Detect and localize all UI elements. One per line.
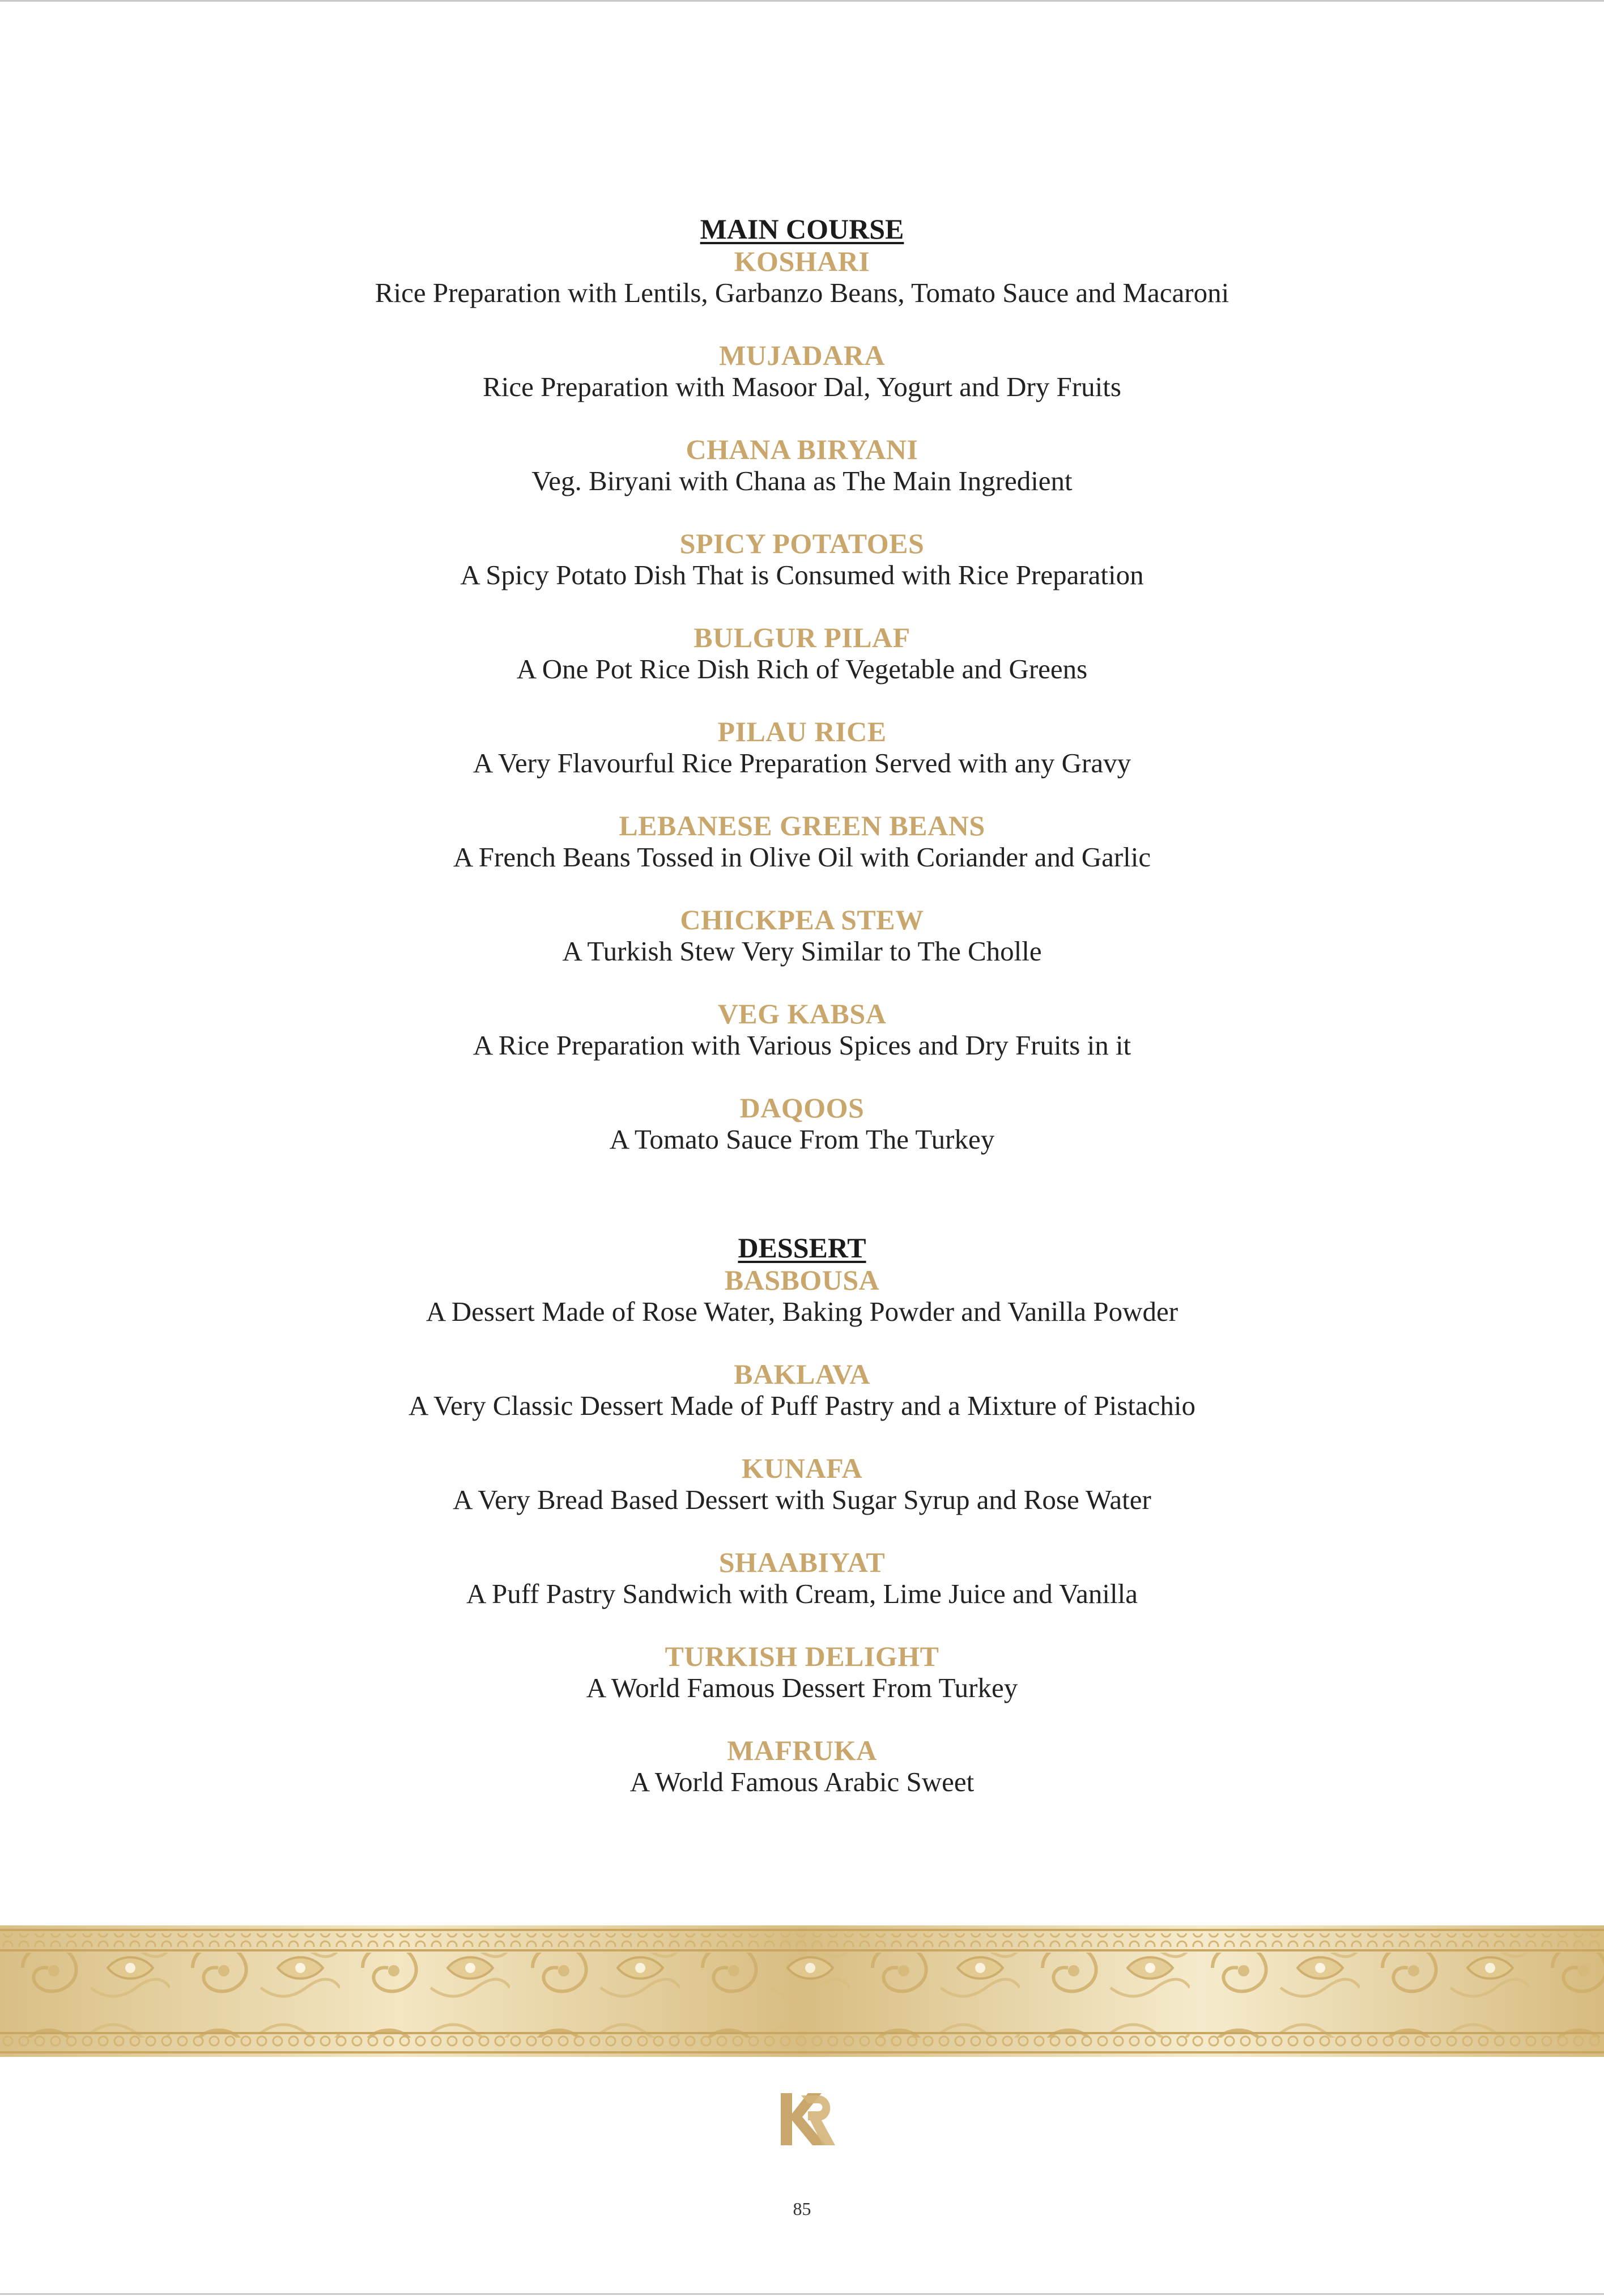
menu-item	[0, 1734, 1604, 1798]
menu-item	[0, 1358, 1604, 1422]
menu-item	[0, 622, 1604, 685]
dish-name: PILAU RICE	[717, 716, 887, 747]
dish-description: A French Beans Tossed in Olive Oil with Coriander and Garlic	[453, 841, 1151, 873]
menu-item	[0, 716, 1604, 779]
menu-item	[0, 528, 1604, 591]
section-dessert	[0, 1231, 1604, 1798]
dish-description: A Rice Preparation with Various Spices and Dry Fruits in it	[473, 1030, 1131, 1061]
dish-name: SHAABIYAT	[718, 1546, 886, 1578]
menu-content	[0, 212, 1604, 1829]
menu-item	[0, 1640, 1604, 1704]
dish-description: A Dessert Made of Rose Water, Baking Powder and Vanilla Powder	[426, 1296, 1178, 1327]
dish-name: BASBOUSA	[724, 1264, 880, 1296]
menu-item	[0, 1452, 1604, 1516]
dish-name: SPICY POTATOES	[679, 528, 925, 559]
dish-name: DAQOOS	[739, 1092, 865, 1124]
dish-description: Veg. Biryani with Chana as The Main Ingredient	[531, 465, 1073, 496]
top-rule	[0, 0, 1604, 2]
dish-name: BULGUR PILAF	[693, 622, 911, 653]
dish-description: A Puff Pastry Sandwich with Cream, Lime Juice and Vanilla	[466, 1578, 1138, 1609]
dish-name: TURKISH DELIGHT	[665, 1640, 939, 1672]
dish-name: CHICKPEA STEW	[680, 904, 924, 936]
section-main-course	[0, 212, 1604, 1155]
kr-logo	[776, 2091, 840, 2148]
dish-description: A Tomato Sauce From The Turkey	[609, 1124, 995, 1155]
dish-description: Rice Preparation with Masoor Dal, Yogurt and Dry Fruits	[483, 371, 1121, 402]
ornamental-border	[0, 1925, 1604, 2057]
dish-description: A One Pot Rice Dish Rich of Vegetable and Greens	[516, 653, 1088, 684]
bottom-rule	[0, 2293, 1604, 2295]
menu-item	[0, 998, 1604, 1061]
dish-description: A Very Classic Dessert Made of Puff Pastry and a Mixture of Pistachio	[408, 1390, 1196, 1421]
menu-item	[0, 245, 1604, 309]
dish-name: KUNAFA	[741, 1452, 863, 1484]
dish-name: MUJADARA	[719, 339, 885, 371]
menu-item	[0, 810, 1604, 873]
menu-item	[0, 904, 1604, 967]
menu-item	[0, 339, 1604, 403]
section-title: MAIN COURSE	[700, 213, 904, 245]
dish-description: Rice Preparation with Lentils, Garbanzo Beans, Tomato Sauce and Macaroni	[375, 277, 1229, 308]
section-spacer	[0, 1186, 1604, 1231]
dish-name: LEBANESE GREEN BEANS	[619, 810, 985, 841]
dish-description: A Very Bread Based Dessert with Sugar Syrup and Rose Water	[453, 1484, 1151, 1515]
dish-name: BAKLAVA	[734, 1358, 870, 1390]
page-number: 85	[793, 2199, 811, 2219]
dish-description: A Turkish Stew Very Similar to The Cholle	[562, 936, 1042, 967]
dish-name: VEG KABSA	[717, 998, 887, 1030]
section-title: DESSERT	[738, 1232, 866, 1264]
dish-name: MAFRUKA	[727, 1734, 877, 1766]
dish-description: A Spicy Potato Dish That is Consumed with Rice Preparation	[460, 559, 1144, 590]
menu-item	[0, 433, 1604, 497]
dish-name: CHANA BIRYANI	[686, 433, 918, 465]
menu-item	[0, 1264, 1604, 1328]
menu-item	[0, 1092, 1604, 1155]
dish-description: A World Famous Dessert From Turkey	[586, 1672, 1018, 1703]
dish-description: A World Famous Arabic Sweet	[629, 1766, 975, 1797]
dish-description: A Very Flavourful Rice Preparation Served with any Gravy	[473, 747, 1131, 779]
dish-name: KOSHARI	[734, 245, 870, 277]
menu-item	[0, 1546, 1604, 1610]
